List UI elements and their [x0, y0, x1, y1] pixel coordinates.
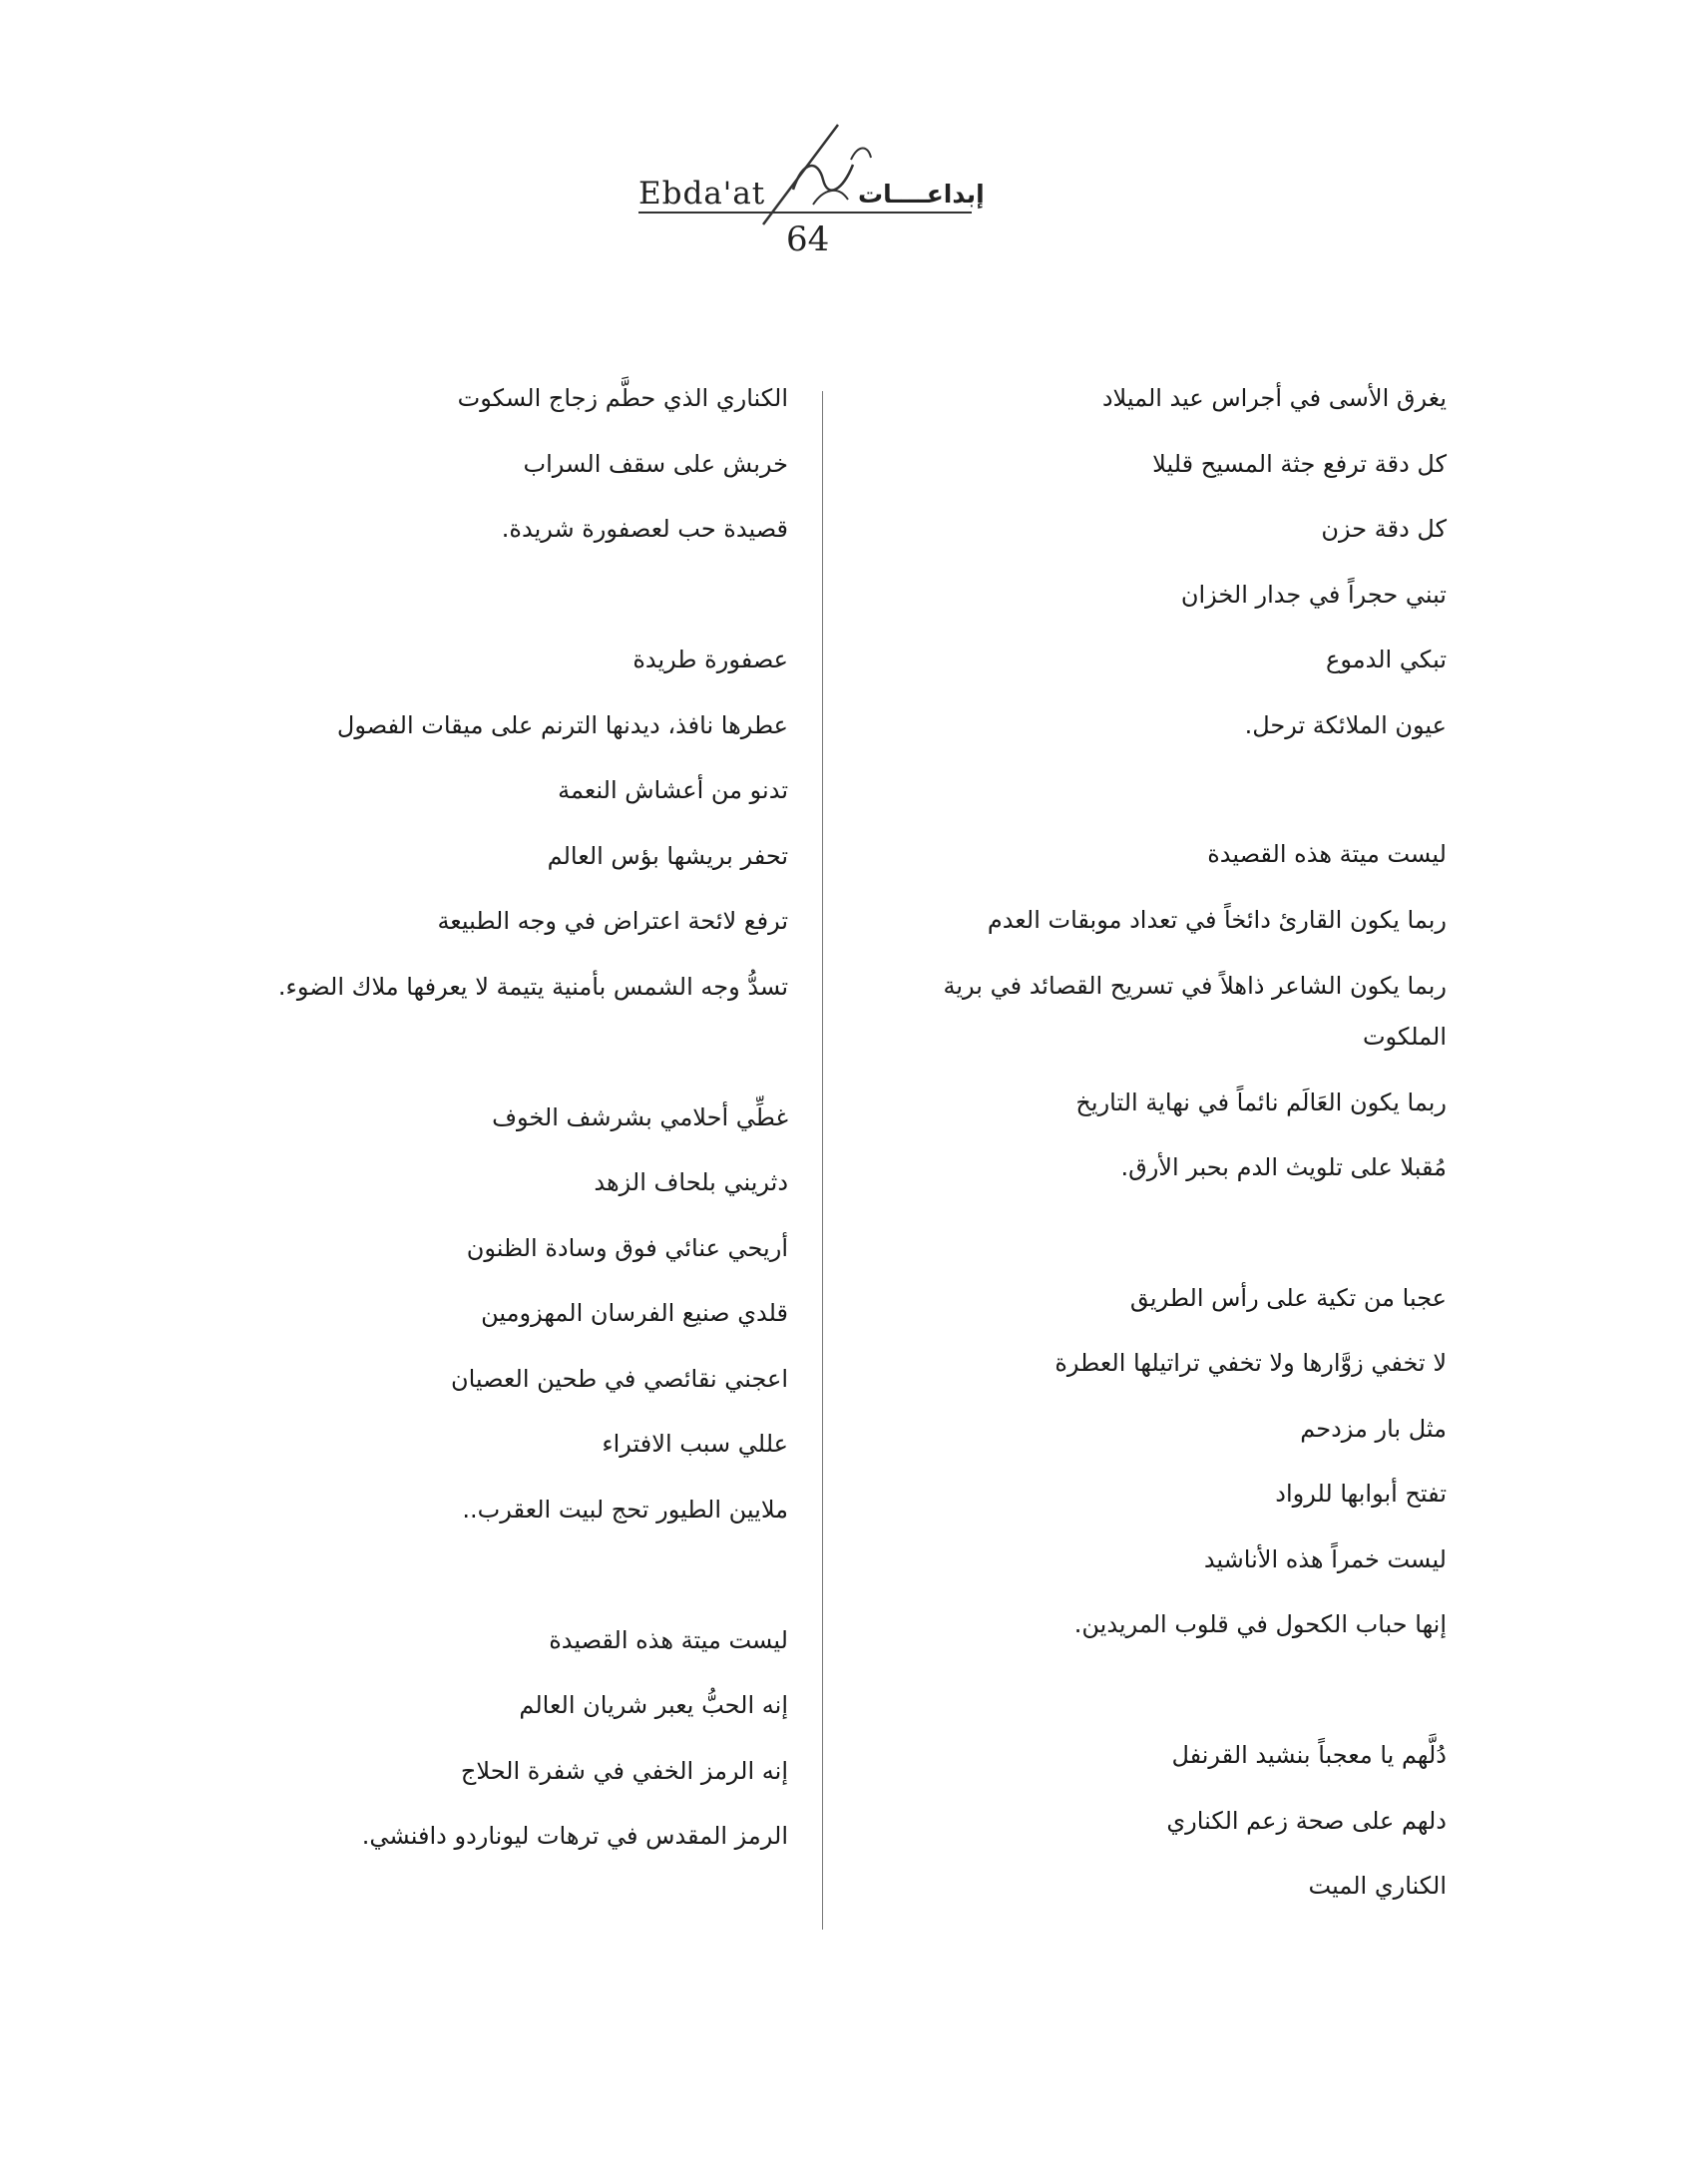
column-divider	[822, 391, 823, 1930]
poem-line: تحفر بريشها بؤس العالم	[547, 842, 788, 870]
poem-line: كل دقة حزن	[1321, 515, 1447, 543]
poem-line: ربما يكون القارئ دائخاً في تعداد موبقات العدم	[987, 906, 1447, 934]
poem-line: تبكي الدموع	[1326, 646, 1447, 673]
poem-line: تدنو من أعشاش النعمة	[558, 776, 788, 804]
poem-line: دلهم على صحة زعم الكناري	[1166, 1807, 1447, 1835]
poem-line: قصيدة حب لعصفورة شريدة.	[501, 515, 788, 543]
poem-line: تفتح أبوابها للرواد	[1275, 1480, 1447, 1508]
page-header	[638, 120, 985, 269]
poem-line: كل دقة ترفع جثة المسيح قليلا	[1152, 450, 1447, 478]
poem-line: دُلَّهم يا معجباً بنشيد القرنفل	[1171, 1741, 1447, 1769]
poem-line: إنه الرمز الخفي في شفرة الحلاج	[460, 1757, 788, 1785]
poem-line: الملكوت	[1362, 1023, 1447, 1051]
poem-line: إنها حباب الكحول في قلوب المريدين.	[1073, 1610, 1447, 1638]
poem-line: عيون الملائكة ترحل.	[1244, 711, 1447, 739]
poem-line: خربش على سقف السراب	[523, 450, 788, 478]
poem-line: ترفع لائحة اعتراض في وجه الطبيعة	[437, 907, 788, 935]
poem-line: الكناري الذي حطَّم زجاج السكوت	[457, 384, 788, 412]
poem-line: ليست خمراً هذه الأناشيد	[1203, 1545, 1447, 1573]
poem-line: مثل بار مزدحم	[1300, 1415, 1447, 1443]
poem-line: عطرها نافذ، ديدنها الترنم على ميقات الفصول	[336, 711, 788, 739]
poem-line: ليست ميتة هذه القصيدة	[1207, 840, 1447, 868]
poem-line: لا تخفي زوَّارها ولا تخفي تراتيلها العطرة	[1054, 1349, 1447, 1377]
poem-line: أريحي عنائي فوق وسادة الظنون	[466, 1234, 788, 1262]
poem-line: عللي سبب الافتراء	[602, 1430, 788, 1458]
poem-line: عصفورة طريدة	[632, 646, 788, 673]
poem-line: مُقبلا على تلويث الدم بحبر الأرق.	[1120, 1153, 1447, 1181]
magazine-title-latin: Ebda'at	[638, 176, 766, 212]
poem-line: ربما يكون الشاعر ذاهلاً في تسريح القصائد في برية	[943, 972, 1447, 1000]
poem-line: تسدُّ وجه الشمس بأمنية يتيمة لا يعرفها ملاك الضوء.	[277, 973, 788, 1001]
poem-line: عجبا من تكية على رأس الطريق	[1129, 1284, 1447, 1312]
poem-line: يغرق الأسى في أجراس عيد الميلاد	[1101, 384, 1447, 412]
poem-line: قلدي صنيع الفرسان المهزومين	[481, 1299, 788, 1327]
poem-line: غطِّي أحلامي بشرشف الخوف	[492, 1103, 788, 1131]
poem-line: إنه الحبُّ يعبر شريان العالم	[519, 1691, 788, 1719]
poem-line: ربما يكون العَالَم نائماً في نهاية التاريخ	[1075, 1089, 1447, 1116]
poem-line: الرمز المقدس في ترهات ليوناردو دافنشي.	[361, 1822, 788, 1850]
poem-line: تبني حجراً في جدار الخزان	[1180, 581, 1447, 609]
poem-line: ليست ميتة هذه القصيدة	[549, 1626, 788, 1654]
poem-line: ملايين الطيور تحج لبيت العقرب..	[462, 1496, 788, 1524]
poem-line: دثريني بلحاف الزهد	[594, 1168, 788, 1196]
magazine-title-arabic: إبداعــــات	[858, 180, 985, 209]
poem-line: اعجني نقائصي في طحين العصيان	[450, 1365, 788, 1393]
page-number: 64	[786, 219, 830, 259]
poem-line: الكناري الميت	[1308, 1872, 1447, 1900]
header-rule	[638, 212, 972, 214]
